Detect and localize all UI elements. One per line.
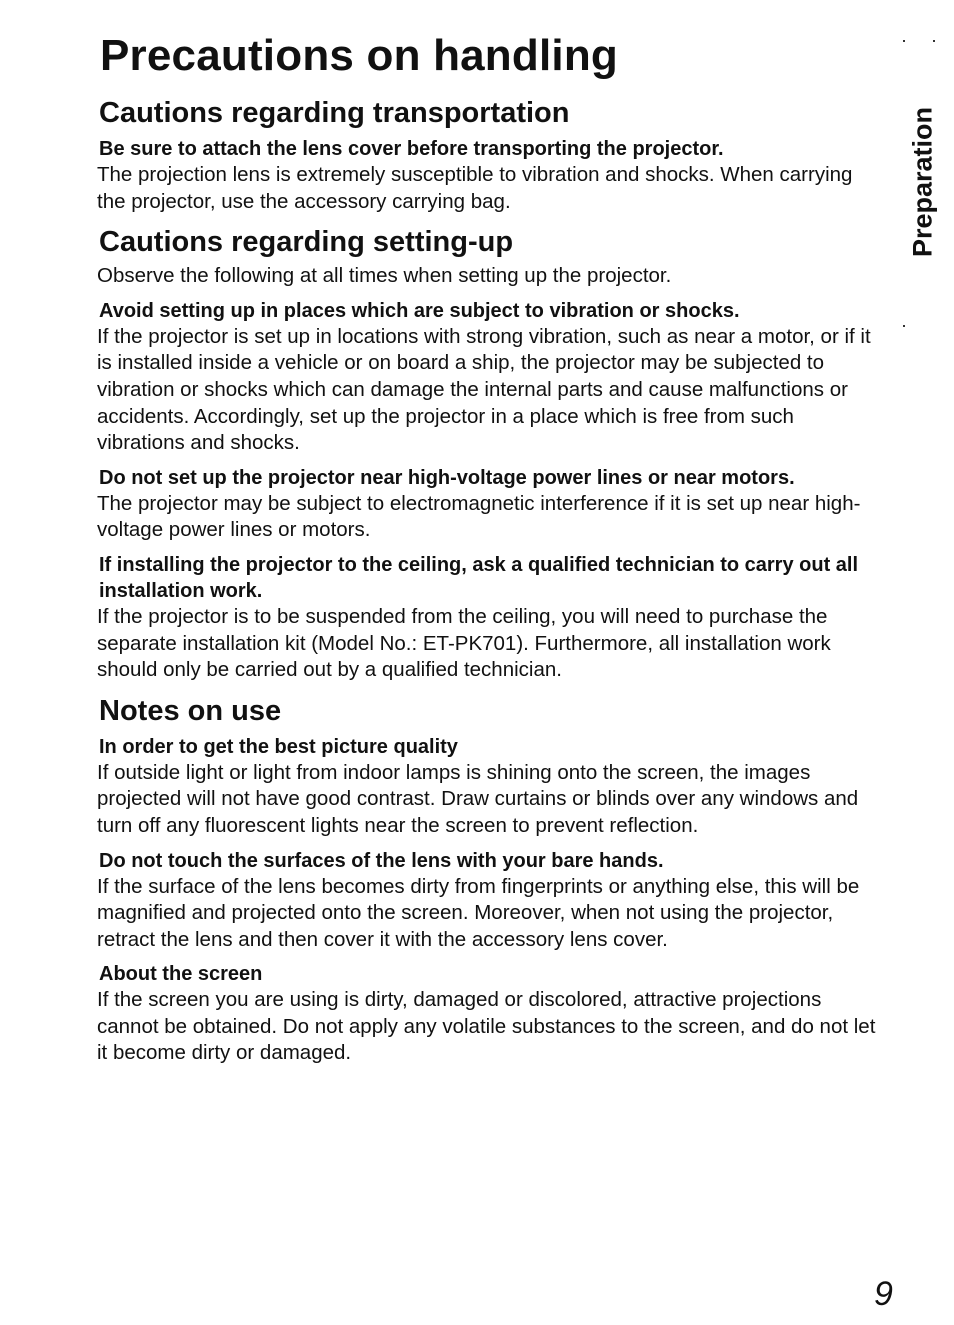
section-transportation [96,96,886,215]
caution-body: If the projector is to be suspended from the ceiling, you will need to purchase the separate installation kit (Model No.: ET-PK701). Furthermore, all installation work should only be carried out by a qualified technician. [97,604,831,682]
caution-item [96,552,886,684]
caution-item [96,465,886,544]
section-setting-up [96,225,886,684]
caution-body: If the projector is set up in locations with strong vibration, such as near a motor, or if it is installed inside a vehicle or on board a ship, the projector may be subjected to vibration or shocks which can damage the internal parts and cause malfunctions or accidents. Accordingly, set up the projector in a place which is free from such vibrations and shocks. [97,324,871,455]
note-subheading: In order to get the best picture quality [99,735,458,758]
caution-body: The projection lens is extremely susceptible to vibration and shocks. When carrying the projector, use the accessory carrying bag. [97,163,853,213]
note-body: If outside light or light from indoor lamps is shining onto the screen, the images projected will not have good contrast. Draw curtains or blinds over any windows and turn off any fluorescent lights near the screen to prevent reflection. [97,760,859,837]
caution-subheading: Avoid setting up in places which are subject to vibration or shocks. [99,299,740,322]
note-item [96,848,886,954]
note-body: If the surface of the lens becomes dirty from fingerprints or anything else, this will be magnified and projected onto the screen. Moreover, when not using the projector, retract the lens and then cover it with the accessory lens cover. [97,874,860,951]
section-notes-on-use [96,694,886,1067]
page-content [96,30,886,1077]
page-number: 9 [874,1275,893,1313]
note-item [96,734,886,840]
scan-speck [903,325,905,327]
scan-speck [903,40,905,42]
note-subheading: About the screen [99,963,263,986]
section-heading-transportation: Cautions regarding transportation [99,97,570,129]
scan-speck [933,40,935,42]
caution-body: The projector may be subject to electromagnetic interference if it is set up near high-voltage power lines or motors. [97,491,861,542]
note-body: If the screen you are using is dirty, damaged or discolored, attractive projections cannot be obtained. Do not apply any volatile substances to the screen, and do not let it become dirty or damaged. [97,988,876,1065]
side-tab-label: Preparation [907,106,938,258]
section-heading-setting-up: Cautions regarding setting-up [99,226,514,259]
side-tab-preparation [898,100,948,265]
page-title: Precautions on handling [100,31,618,80]
caution-item [96,298,886,457]
caution-item [96,136,886,215]
section-intro: Observe the following at all times when setting up the projector. [97,264,672,288]
caution-subheading: Do not set up the projector near high-voltage power lines or near motors. [99,466,795,489]
caution-subheading: Be sure to attach the lens cover before transporting the projector. [99,138,724,160]
caution-subheading: If installing the projector to the ceiling, ask a qualified technician to carry out all installation work. [99,553,859,602]
note-item [96,961,886,1067]
note-subheading: Do not touch the surfaces of the lens with your bare hands. [99,849,664,872]
section-heading-notes-on-use: Notes on use [99,694,282,727]
